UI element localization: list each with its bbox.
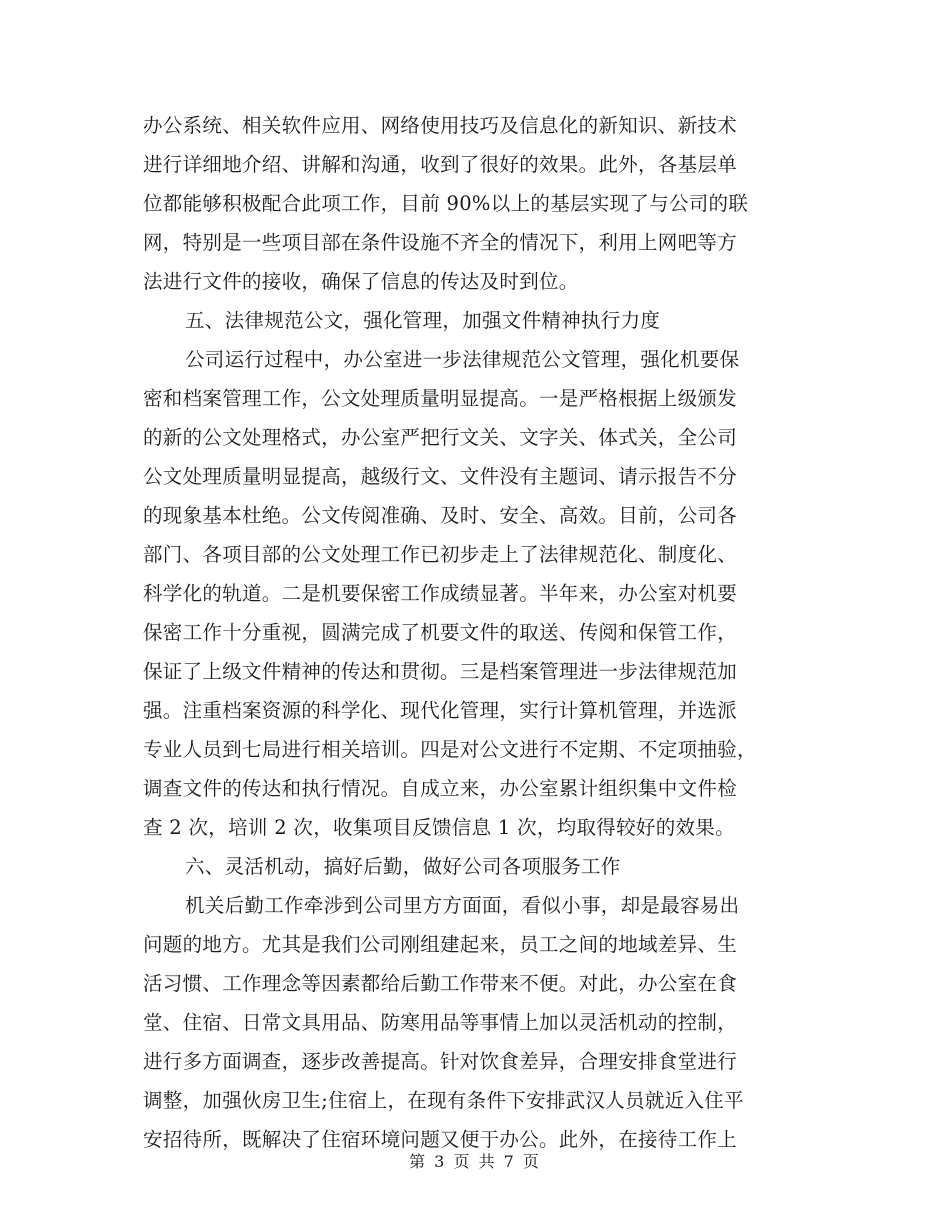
text-line: 查 2 次，培训 2 次，收集项目反馈信息 1 次，均取得较好的效果。 xyxy=(143,816,735,839)
text-line: 公文处理质量明显提高，越级行文、文件没有主题词、请示报告不分 xyxy=(143,465,738,488)
text-line: 密和档案管理工作，公文处理质量明显提高。一是严格根据上级颁发 xyxy=(143,387,738,410)
text-line: 安招待所，既解决了住宿环境问题又便于办公。此外，在接待工作上 xyxy=(143,1128,738,1151)
text-line: 位都能够积极配合此项工作，目前 90%以上的基层实现了与公司的联 xyxy=(143,192,749,215)
page-number-footer: 第 3 页 共 7 页 xyxy=(409,1152,541,1171)
text-line: 进行多方面调查，逐步改善提高。针对饮食差异，合理安排食堂进行 xyxy=(143,1050,738,1073)
heading-text: 五、法律规范公文，强化管理，加强文件精神执行力度 xyxy=(185,309,661,332)
text-line: 部门、各项目部的公文处理工作已初步走上了法律规范化、制度化、 xyxy=(143,543,738,566)
text-line: 的现象基本杜绝。公文传阅准确、及时、安全、高效。目前，公司各 xyxy=(143,504,738,527)
section-heading-6 xyxy=(143,847,808,886)
text-line: 堂、住宿、日常文具用品、防寒用品等事情上加以灵活机动的控制， xyxy=(143,1011,738,1034)
text-line: 调整，加强伙房卫生;住宿上，在现有条件下安排武汉人员就近入住平 xyxy=(143,1089,744,1112)
text-line: 公司运行过程中，办公室进一步法律规范公文管理，强化机要保 xyxy=(185,348,740,371)
heading-text: 六、灵活机动，搞好后勤，做好公司各项服务工作 xyxy=(185,855,621,878)
text-line: 活习惯、工作理念等因素都给后勤工作带来不便。对此，办公室在食 xyxy=(143,972,738,995)
paragraph-logistics xyxy=(143,886,808,1159)
section-heading-5 xyxy=(143,301,808,340)
text-line: 强。注重档案资源的科学化、现代化管理，实行计算机管理，并选派 xyxy=(143,699,738,722)
text-line: 法进行文件的接收，确保了信息的传达及时到位。 xyxy=(143,270,579,293)
document-body xyxy=(143,106,808,1159)
text-line: 科学化的轨道。二是机要保密工作成绩显著。半年来，办公室对机要 xyxy=(143,582,738,605)
text-line: 机关后勤工作牵涉到公司里方方面面，看似小事，却是最容易出 xyxy=(185,894,740,917)
text-line: 保密工作十分重视，圆满完成了机要文件的取送、传阅和保管工作， xyxy=(143,621,738,644)
text-line: 进行详细地介绍、讲解和沟通，收到了很好的效果。此外，各基层单 xyxy=(143,153,738,176)
text-line: 问题的地方。尤其是我们公司刚组建起来，员工之间的地域差异、生 xyxy=(143,933,738,956)
text-line: 网，特别是一些项目部在条件设施不齐全的情况下，利用上网吧等方 xyxy=(143,231,738,254)
paragraph-continuation xyxy=(143,106,808,301)
text-line: 调查文件的传达和执行情况。自成立来，办公室累计组织集中文件检 xyxy=(143,777,738,800)
paragraph-official-documents xyxy=(143,340,808,847)
text-line: 保证了上级文件精神的传达和贯彻。三是档案管理进一步法律规范加 xyxy=(143,660,738,683)
text-line: 的新的公文处理格式，办公室严把行文关、文字关、体式关，全公司 xyxy=(143,426,738,449)
text-line: 办公系统、相关软件应用、网络使用技巧及信息化的新知识、新技术 xyxy=(143,114,738,137)
text-line: 专业人员到七局进行相关培训。四是对公文进行不定期、不定项抽验， xyxy=(143,738,757,761)
